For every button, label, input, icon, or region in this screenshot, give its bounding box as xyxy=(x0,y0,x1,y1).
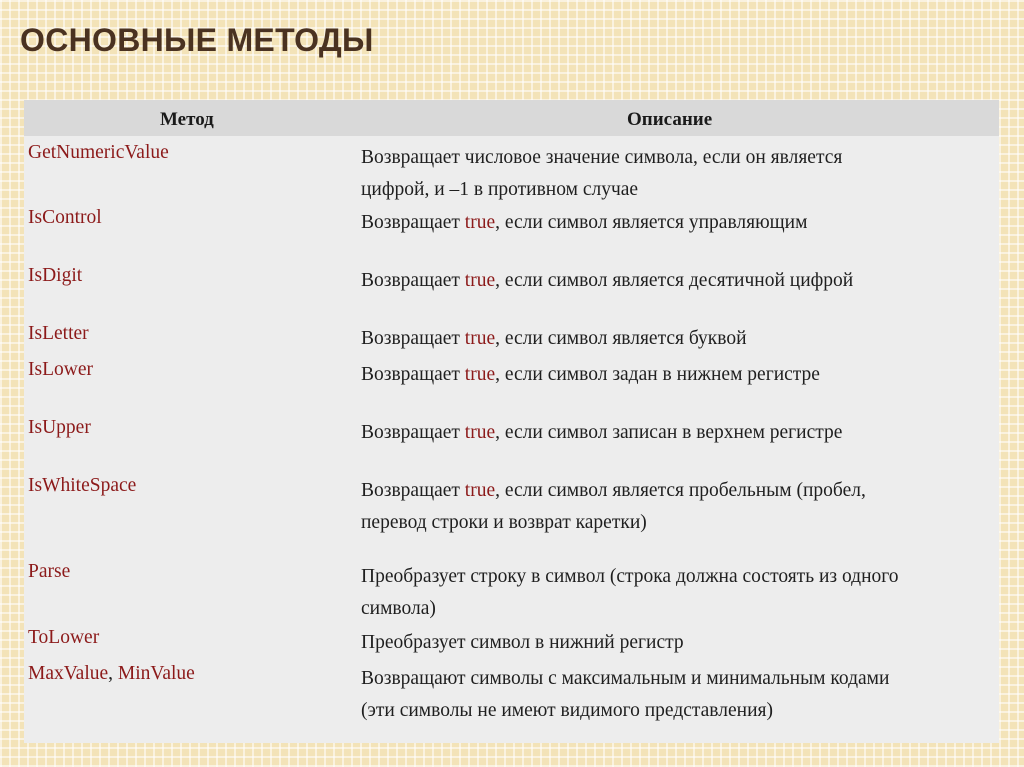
description-line xyxy=(361,265,991,297)
description-line: Преобразует символ в нижний регистр xyxy=(361,632,684,653)
description-line: Преобразует строку в символ (строка должна состоять из одного xyxy=(361,566,899,587)
description-line xyxy=(361,207,991,239)
method-description xyxy=(361,561,991,625)
method-name-min: MinValue xyxy=(117,663,195,684)
text-part: Возвращает xyxy=(361,212,465,233)
text-part: Возвращает xyxy=(361,364,465,385)
method-name xyxy=(28,663,195,685)
keyword-true: true xyxy=(464,270,496,291)
text-part: , если символ записан в верхнем регистре xyxy=(495,422,843,443)
method-description xyxy=(361,627,991,659)
header-description: Описание xyxy=(627,109,713,130)
text-part: , если символ является буквой xyxy=(495,328,747,349)
text-part: , если символ является пробельным (пробел, xyxy=(495,480,866,501)
method-name: IsUpper xyxy=(28,417,91,438)
text-part: , если символ является десятичной цифрой xyxy=(495,270,854,291)
header-method: Метод xyxy=(160,109,214,130)
method-name-max: MaxValue xyxy=(28,663,109,684)
method-description xyxy=(361,142,991,206)
description-line: Возвращают символы с максимальным и минимальным кодами xyxy=(361,668,890,689)
method-name: Parse xyxy=(28,561,71,582)
keyword-true: true xyxy=(464,212,496,233)
text-part: , если символ задан в нижнем регистре xyxy=(495,364,820,385)
description-line xyxy=(361,475,991,507)
description-line xyxy=(361,323,991,355)
method-description xyxy=(361,417,991,449)
description-line: Возвращает числовое значение символа, если он является xyxy=(361,147,843,168)
method-name: IsLower xyxy=(28,359,93,380)
slide-title: ОСНОВНЫЕ МЕТОДЫ xyxy=(20,22,374,58)
description-line: символа) xyxy=(361,598,436,619)
method-description xyxy=(361,359,991,391)
method-description xyxy=(361,663,991,727)
text-part: , если символ является управляющим xyxy=(495,212,808,233)
keyword-true: true xyxy=(464,422,496,443)
method-name: IsDigit xyxy=(28,265,83,286)
text-part: Возвращает xyxy=(361,480,465,501)
methods-table xyxy=(24,100,999,743)
method-description xyxy=(361,475,991,539)
method-name: ToLower xyxy=(28,627,100,648)
text-part: Возвращает xyxy=(361,270,465,291)
description-line xyxy=(361,359,991,391)
keyword-true: true xyxy=(464,364,496,385)
method-name: IsLetter xyxy=(28,323,89,344)
description-line: (эти символы не имеют видимого представления) xyxy=(361,700,773,721)
description-line xyxy=(361,417,991,449)
method-name: IsWhiteSpace xyxy=(28,475,137,496)
description-line: цифрой, и –1 в противном случае xyxy=(361,179,639,200)
text-part: Возвращает xyxy=(361,422,465,443)
method-name: IsControl xyxy=(28,207,102,228)
method-description xyxy=(361,265,991,297)
method-description xyxy=(361,207,991,239)
text-part: Возвращает xyxy=(361,328,465,349)
table-header-row xyxy=(24,100,999,136)
description-line: перевод строки и возврат каретки) xyxy=(361,512,647,533)
method-separator: , xyxy=(108,663,118,684)
keyword-true: true xyxy=(464,480,496,501)
method-description xyxy=(361,323,991,355)
method-name: GetNumericValue xyxy=(28,142,169,163)
keyword-true: true xyxy=(464,328,496,349)
